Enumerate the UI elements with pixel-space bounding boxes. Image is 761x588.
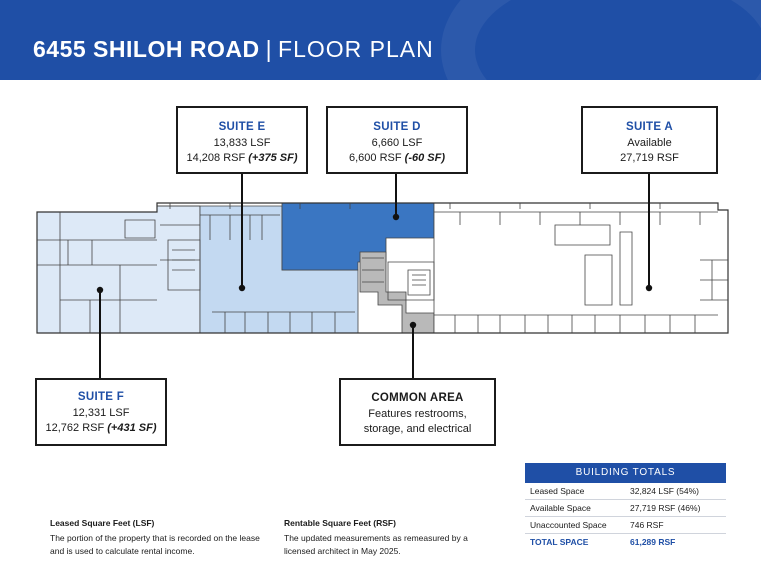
suite-d-note: (-60 SF) (404, 152, 445, 164)
header-banner (0, 0, 761, 80)
suite-d-marker (393, 214, 399, 220)
suite-d-callout (326, 106, 468, 174)
suite-f-rsf-line (37, 421, 165, 436)
totals-row (525, 483, 726, 500)
suite-d-name: SUITE D (373, 121, 421, 133)
page-title (33, 36, 434, 63)
suite-f-callout (35, 378, 167, 446)
totals-label: Leased Space (530, 486, 585, 496)
totals-value: 32,824 LSF (54%) (630, 486, 699, 496)
common-area (360, 252, 434, 333)
suite-f-area (37, 206, 200, 333)
suite-d-rsf: 6,600 RSF (349, 152, 402, 164)
suite-e-area (157, 206, 358, 333)
suite-e-rsf-line (178, 151, 306, 166)
common-area-line-2: storage, and electrical (363, 423, 472, 435)
suite-a-marker (646, 285, 652, 291)
common-marker (410, 322, 416, 328)
totals-value: 746 RSF (630, 520, 664, 530)
totals-label: Unaccounted Space (530, 520, 607, 530)
totals-total-row (525, 534, 726, 551)
rsf-heading: Rentable Square Feet (RSF) (284, 518, 396, 528)
suite-f-name: SUITE F (77, 391, 125, 403)
totals-heading: BUILDING TOTALS (525, 463, 726, 483)
suite-f-marker (97, 287, 103, 293)
common-area-name: COMMON AREA (371, 392, 464, 404)
suite-a-callout (581, 106, 718, 174)
suite-d-area (282, 203, 434, 270)
suite-a-status: Available (627, 137, 672, 149)
total-value: 61,289 RSF (630, 537, 676, 547)
totals-label: Available Space (530, 503, 591, 513)
page-subtitle: FLOOR PLAN (278, 36, 434, 62)
suite-f-lsf: 12,331 LSF (72, 407, 130, 419)
header-decoration (441, 0, 761, 80)
address-title: 6455 SHILOH ROAD (33, 36, 260, 62)
lsf-heading: Leased Square Feet (LSF) (50, 518, 155, 528)
building-totals-table (525, 463, 726, 551)
building-outline (37, 203, 728, 333)
lsf-definition (50, 517, 275, 558)
suite-a-name: SUITE A (625, 121, 674, 133)
suite-a-rsf: 27,719 RSF (620, 152, 679, 164)
lsf-text: The portion of the property that is recorded on the lease and is used to calculate rental income. (50, 533, 260, 556)
suite-e-lsf: 13,833 LSF (213, 137, 271, 149)
totals-row (525, 517, 726, 534)
suite-e-marker (239, 285, 245, 291)
suite-e-name: SUITE E (218, 121, 266, 133)
rsf-text: The updated measurements as remeasured by a licensed architect in May 2025. (284, 533, 468, 556)
suite-a-area (434, 203, 728, 333)
suite-e-note: (+375 SF) (248, 152, 298, 164)
suite-e-rsf: 14,208 RSF (186, 152, 246, 164)
suite-f-rsf: 12,762 RSF (45, 422, 105, 434)
suite-f-note: (+431 SF) (107, 422, 157, 434)
common-area-callout (339, 378, 496, 446)
common-area-line-1: Features restrooms, (368, 408, 467, 420)
totals-row (525, 500, 726, 517)
rsf-definition (284, 517, 499, 558)
suite-d-lsf: 6,660 LSF (371, 137, 423, 149)
title-separator: | (265, 36, 273, 62)
totals-value: 27,719 RSF (46%) (630, 503, 701, 513)
total-label: TOTAL SPACE (530, 537, 589, 547)
suite-e-callout (176, 106, 308, 174)
suite-d-rsf-line (328, 151, 466, 166)
